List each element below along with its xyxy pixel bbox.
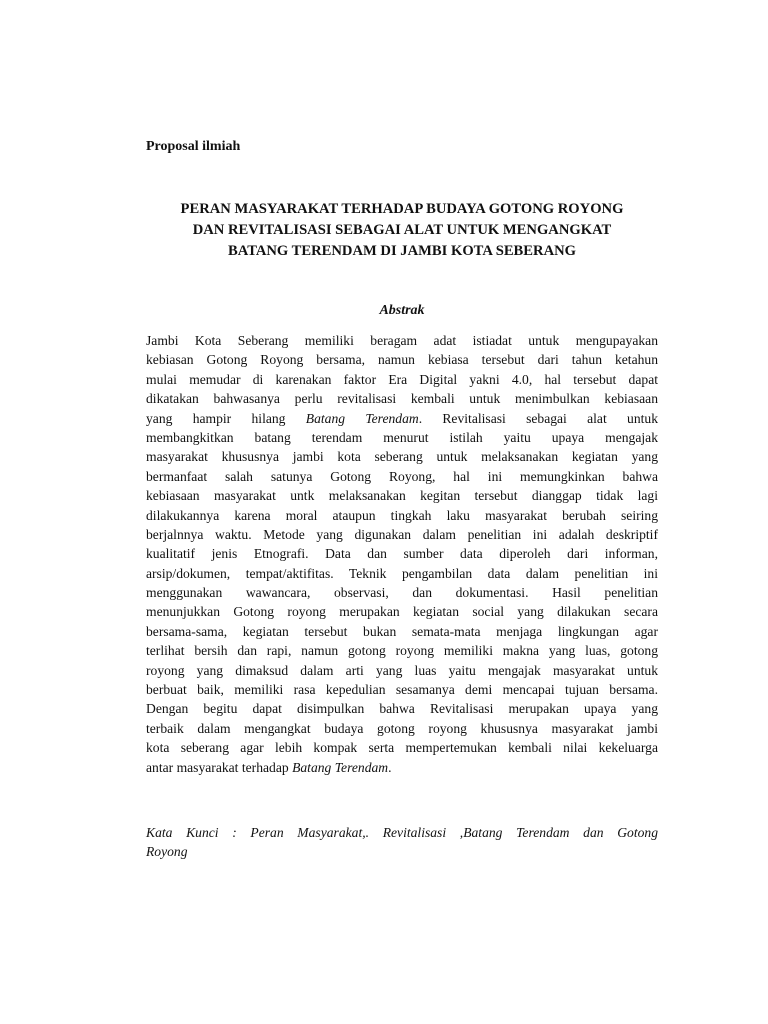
abstract-line-text: . xyxy=(388,759,392,775)
abstract-line: Jambi Kota Seberang memiliki beragam adat istiadat untuk mengupayakan xyxy=(146,333,658,348)
abstract-line-text: . Revitalisasi sebagai alat untuk xyxy=(418,410,658,426)
abstract-line: kualitatif jenis Etnografi. Data dan sumber data diperoleh dari informan, xyxy=(146,546,658,562)
abstract-line: membangkitkan batang terendam menurut istilah yaitu upaya mengajak xyxy=(146,429,658,445)
abstract-line: kota seberang agar lebih kompak serta mempertemukan kembali nilai kekeluarga xyxy=(146,740,658,756)
abstract-line: Dengan begitu dapat disimpulkan bahwa Revitalisasi merupakan upaya yang xyxy=(146,701,658,717)
abstract-line: terlihat bersih dan rapi, namun gotong royong memiliki makna yang luas, gotong xyxy=(146,643,658,659)
abstract-line: dilakukannya karena moral ataupun tingkah laku masyarakat berubah seiring xyxy=(146,507,658,523)
abstract-line: terbaik dalam mengangkat budaya gotong royong khususnya masyarakat jambi xyxy=(146,720,658,736)
keywords xyxy=(146,823,658,862)
abstract-line: arsip/dokumen, tempat/aktifitas. Teknik pengambilan data dalam penelitian ini xyxy=(146,565,658,581)
keywords-line: Kata Kunci : Peran Masyarakat,. Revitalisasi ,Batang Terendam dan Gotong xyxy=(146,825,658,840)
abstract-line: berbuat baik, memiliki rasa kepedulian sesamanya demi mencapai tujuan bersama. xyxy=(146,682,658,698)
abstract-line: dikatakan bahwasanya perlu revitalisasi kembali untuk menimbulkan kebiasaan xyxy=(146,391,658,407)
paper-title-line-2: DAN REVITALISASI SEBAGAI ALAT UNTUK MENGANGKAT xyxy=(192,222,612,238)
abstract-line: bermanfaat salah satunya Gotong Royong, hal ini memungkinkan bahwa xyxy=(146,468,658,484)
abstract-line: kebiasaan masyarakat untk melaksanakan kegitan tersebut dianggap tidak lagi xyxy=(146,488,658,504)
abstract-line: menggunakan wawancara, observasi, dan dokumentasi. Hasil penelitian xyxy=(146,585,658,601)
abstract-line xyxy=(146,409,658,428)
keywords-line: Royong xyxy=(146,844,188,860)
abstract-line: mulai memudar di karenakan faktor Era Digital yakni 4.0, hal tersebut dapat xyxy=(146,371,658,387)
abstract-line: bersama-sama, kegiatan tersebut bukan semata-mata menjaga lingkungan agar xyxy=(146,623,658,639)
abstract-line: kebiasan Gotong Royong bersama, namun kebiasa tersebut dari tahun ketahun xyxy=(146,352,658,368)
paper-title xyxy=(146,199,658,262)
abstract-body xyxy=(146,331,658,777)
abstract-line-emphasis: Batang Terendam xyxy=(305,410,419,426)
abstract-line: menunjukkan Gotong royong merupakan kegiatan social yang dilakukan secara xyxy=(146,604,658,620)
abstract-line xyxy=(146,758,658,777)
abstract-line-emphasis: Batang Terendam xyxy=(292,759,389,775)
abstract-line: masyarakat khususnya jambi kota seberang untuk melaksanakan kegiatan yang xyxy=(146,449,658,465)
abstract-line: berjalnnya waktu. Metode yang digunakan dalam penelitian ini adalah deskriptif xyxy=(146,526,658,542)
abstract-line: royong yang dimaksud dalam arti yang luas yaitu mengajak masyarakat untuk xyxy=(146,662,658,678)
abstract-line-text: yang hampir hilang xyxy=(146,410,306,426)
abstract-heading: Abstrak xyxy=(379,303,425,318)
paper-title-line-3: BATANG TERENDAM DI JAMBI KOTA SEBERANG xyxy=(228,243,576,259)
abstract-line-text: antar masyarakat terhadap xyxy=(146,759,293,775)
paper-title-line-1: PERAN MASYARAKAT TERHADAP BUDAYA GOTONG ROYONG xyxy=(180,201,624,217)
document-label: Proposal ilmiah xyxy=(146,139,241,154)
